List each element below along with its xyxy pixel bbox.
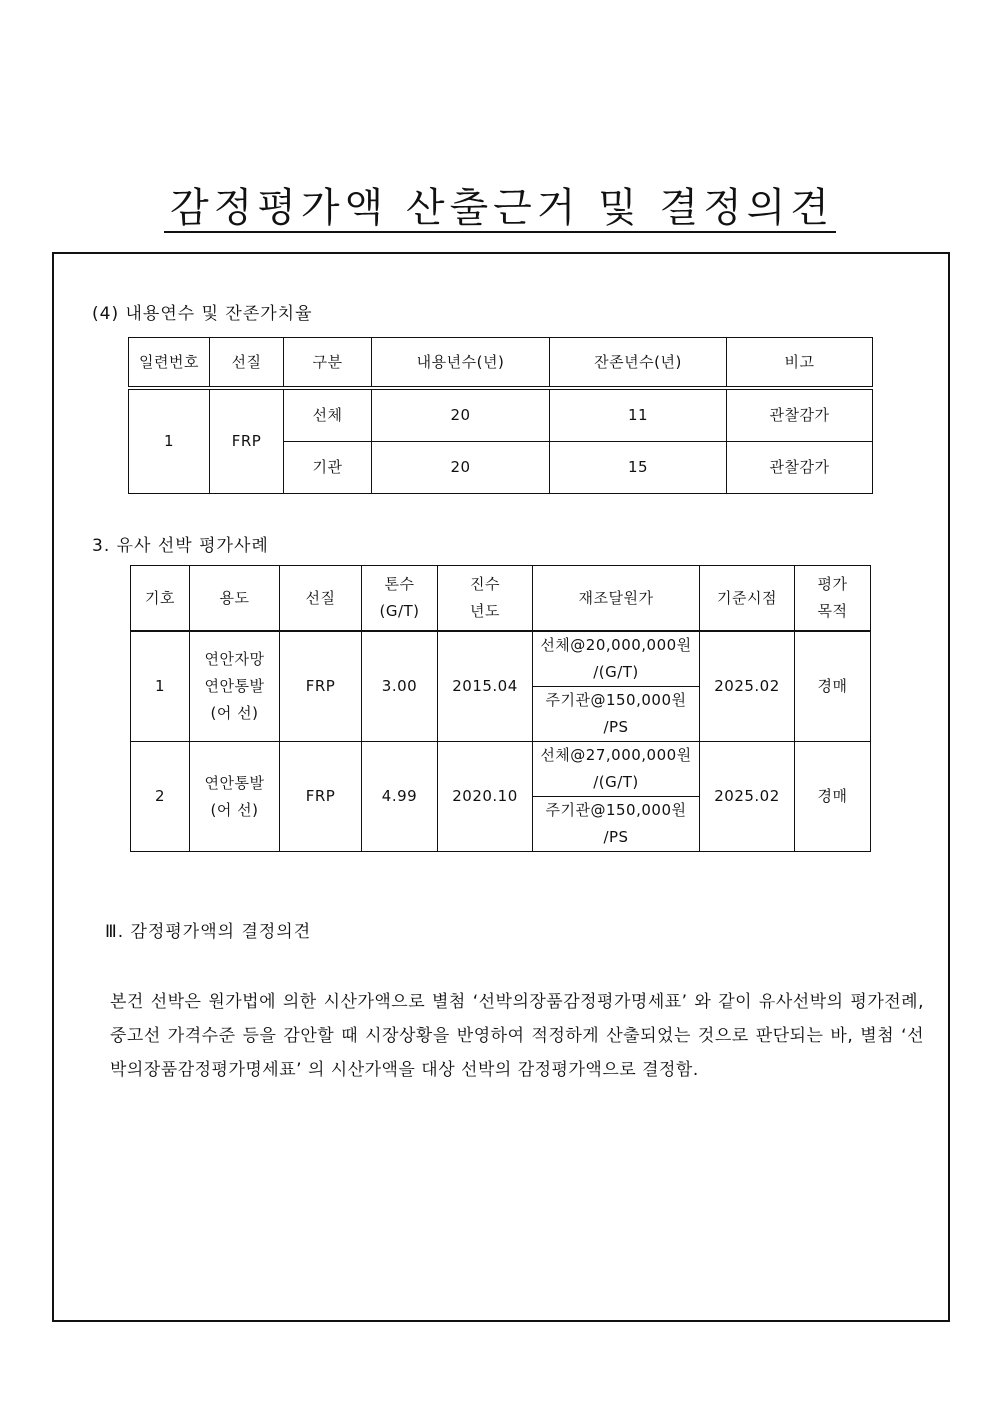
header-cell: 선질 <box>210 338 284 389</box>
launch-year-cell: 2020.10 <box>438 742 533 852</box>
base-date-cell: 2025.02 <box>700 631 795 742</box>
header-cell-tonnage <box>362 566 438 632</box>
table-header-row <box>131 566 871 632</box>
serial-cell: 1 <box>129 388 210 494</box>
cost-line: 주기관@150,000원 <box>545 691 687 709</box>
header-cell: 일련번호 <box>129 338 210 389</box>
material-cell: FRP <box>210 388 284 494</box>
header-cell-launch <box>438 566 533 632</box>
note-cell: 관찰감가 <box>727 388 873 442</box>
cost-line: /(G/T) <box>593 663 639 681</box>
hull-cost-cell <box>533 631 700 687</box>
section-useful-life-heading: (4) 내용연수 및 잔존가치율 <box>92 304 313 324</box>
header-cell: 잔존년수(년) <box>550 338 727 389</box>
table-row <box>129 388 873 442</box>
header-line: (G/T) <box>379 602 420 620</box>
symbol-cell: 1 <box>131 631 190 742</box>
use-line: (어 선) <box>210 800 259 819</box>
header-cell: 내용년수(년) <box>372 338 550 389</box>
purpose-cell: 경매 <box>795 742 871 852</box>
header-line: 평가 <box>817 575 848 593</box>
tonnage-cell: 4.99 <box>362 742 438 852</box>
section-opinion-heading: Ⅲ. 감정평가액의 결정의견 <box>105 922 312 942</box>
cost-line: /PS <box>603 828 629 846</box>
cost-line: /PS <box>603 718 629 736</box>
use-line: (어 선) <box>210 704 259 722</box>
useful-years-cell: 20 <box>372 388 550 442</box>
table-header-row <box>129 338 873 389</box>
material-cell: FRP <box>280 631 362 742</box>
header-cell: 구분 <box>284 338 372 389</box>
header-cell: 선질 <box>280 566 362 632</box>
use-line: 연안자망 <box>204 650 265 668</box>
header-cell-purpose <box>795 566 871 632</box>
cost-line: 선체@27,000,000원 <box>540 746 692 764</box>
header-line: 목적 <box>817 602 848 620</box>
remaining-years-cell: 11 <box>550 388 727 442</box>
remaining-years-cell: 15 <box>550 442 727 494</box>
comparable-cases-table <box>130 565 871 852</box>
table-row <box>131 631 871 687</box>
cost-line: 선체@20,000,000원 <box>540 636 692 654</box>
useful-life-table <box>128 337 873 494</box>
section-comparables-heading: 3. 유사 선박 평가사례 <box>92 536 269 556</box>
opinion-paragraph: 본건 선박은 원가법에 의한 시산가액으로 별첨 ‘선박의장품감정평가명세표’ 와 같이 유사선박의 평가전례, 중고선 가격수준 등을 감안할 때 시장상황을 반영하여 적정하게 산출되었는 것으로 판단되는 바, 별첨 ‘선박의장품감정평가명세표’ 의 시산가액을 대상 선박의 감정평가액으로 결정함. <box>110 992 924 1080</box>
header-line: 진수 <box>470 575 500 593</box>
header-cell: 용도 <box>190 566 280 632</box>
header-cell: 비고 <box>727 338 873 389</box>
category-cell: 선체 <box>284 388 372 442</box>
symbol-cell: 2 <box>131 742 190 852</box>
engine-cost-cell <box>533 797 700 852</box>
header-line: 년도 <box>470 602 500 620</box>
header-line: 톤수 <box>384 575 415 593</box>
material-cell: FRP <box>280 742 362 852</box>
note-cell: 관찰감가 <box>727 442 873 494</box>
engine-cost-cell <box>533 687 700 742</box>
useful-years-cell: 20 <box>372 442 550 494</box>
header-cell: 재조달원가 <box>533 566 700 632</box>
hull-cost-cell <box>533 742 700 797</box>
category-cell: 기관 <box>284 442 372 494</box>
tonnage-cell: 3.00 <box>362 631 438 742</box>
use-line: 연안통발 <box>204 677 265 695</box>
base-date-cell: 2025.02 <box>700 742 795 852</box>
cost-line: /(G/T) <box>593 773 639 791</box>
use-cell <box>190 631 280 742</box>
document-title <box>0 180 1000 236</box>
header-cell: 기준시점 <box>700 566 795 632</box>
cost-line: 주기관@150,000원 <box>545 801 687 819</box>
header-cell: 기호 <box>131 566 190 632</box>
use-line: 연안통발 <box>204 773 265 792</box>
table-row <box>131 742 871 797</box>
purpose-cell: 경매 <box>795 631 871 742</box>
document-title-text: 감정평가액 산출근거 및 결정의견 <box>164 185 836 233</box>
use-cell <box>190 742 280 852</box>
launch-year-cell: 2015.04 <box>438 631 533 742</box>
